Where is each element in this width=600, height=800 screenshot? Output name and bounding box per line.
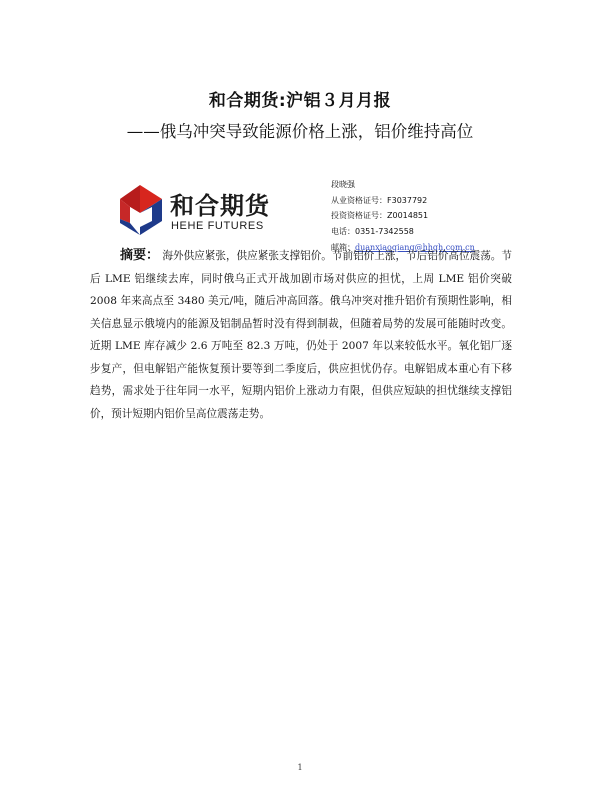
author-name: 段晓强 <box>331 180 355 189</box>
practice-license: 从业资格证号：F3037792 <box>331 195 428 205</box>
logo-name-cn: 和合期货 <box>170 192 270 220</box>
abstract-label: 摘要： <box>120 248 160 263</box>
abstract-paragraph <box>90 242 512 425</box>
report-title: 和合期货:沪铝３月月报 <box>208 91 392 111</box>
email-label: 邮箱： <box>331 242 355 252</box>
email-link[interactable]: duanxiaoqiang@hhqh.com.cn <box>355 242 475 252</box>
logo-name-en: HEHE FUTURES <box>171 220 264 232</box>
phone-number: 电话：0351-7342558 <box>331 227 414 237</box>
hehe-logo-icon <box>118 183 166 237</box>
author-contact-block <box>331 177 475 256</box>
page-number: 1 <box>297 763 303 772</box>
report-subtitle: ——俄乌冲突导致能源价格上涨，铝价维持高位 <box>126 122 474 141</box>
advisory-license: 投资资格证号：Z0014851 <box>331 211 429 221</box>
company-logo <box>118 183 268 243</box>
abstract-text: 海外供应紧张，供应紧张支撑铝价。节前铝价上涨，节后铝价高位震荡。节后 LME 铝继续去库，同时俄乌正式开战加剧市场对供应的担忧，上周 LME 铝价突破 2008 年来高点至 3480 美元/吨，随后冲高回落。俄乌冲突对推升铝价有预期性影响，相关信息显示俄境内的能源及铝制品暂时没有得到制裁，但随着局势的发展可能随时改变。近期 LME 库存减少 2.6 万吨至 82.3 万吨，仍处于 2007 年以来较低水平。氧化铝厂逐步复产，但电解铝产能恢复预计要等到二季度后，供应担忧仍存。电解铝成本重心有下移趋势，需求处于往年同一水平，短期内铝价上涨动力有限，但供应短缺的担忧继续支撑铝价，预计短期内铝价呈高位震荡走势。 <box>90 250 512 420</box>
